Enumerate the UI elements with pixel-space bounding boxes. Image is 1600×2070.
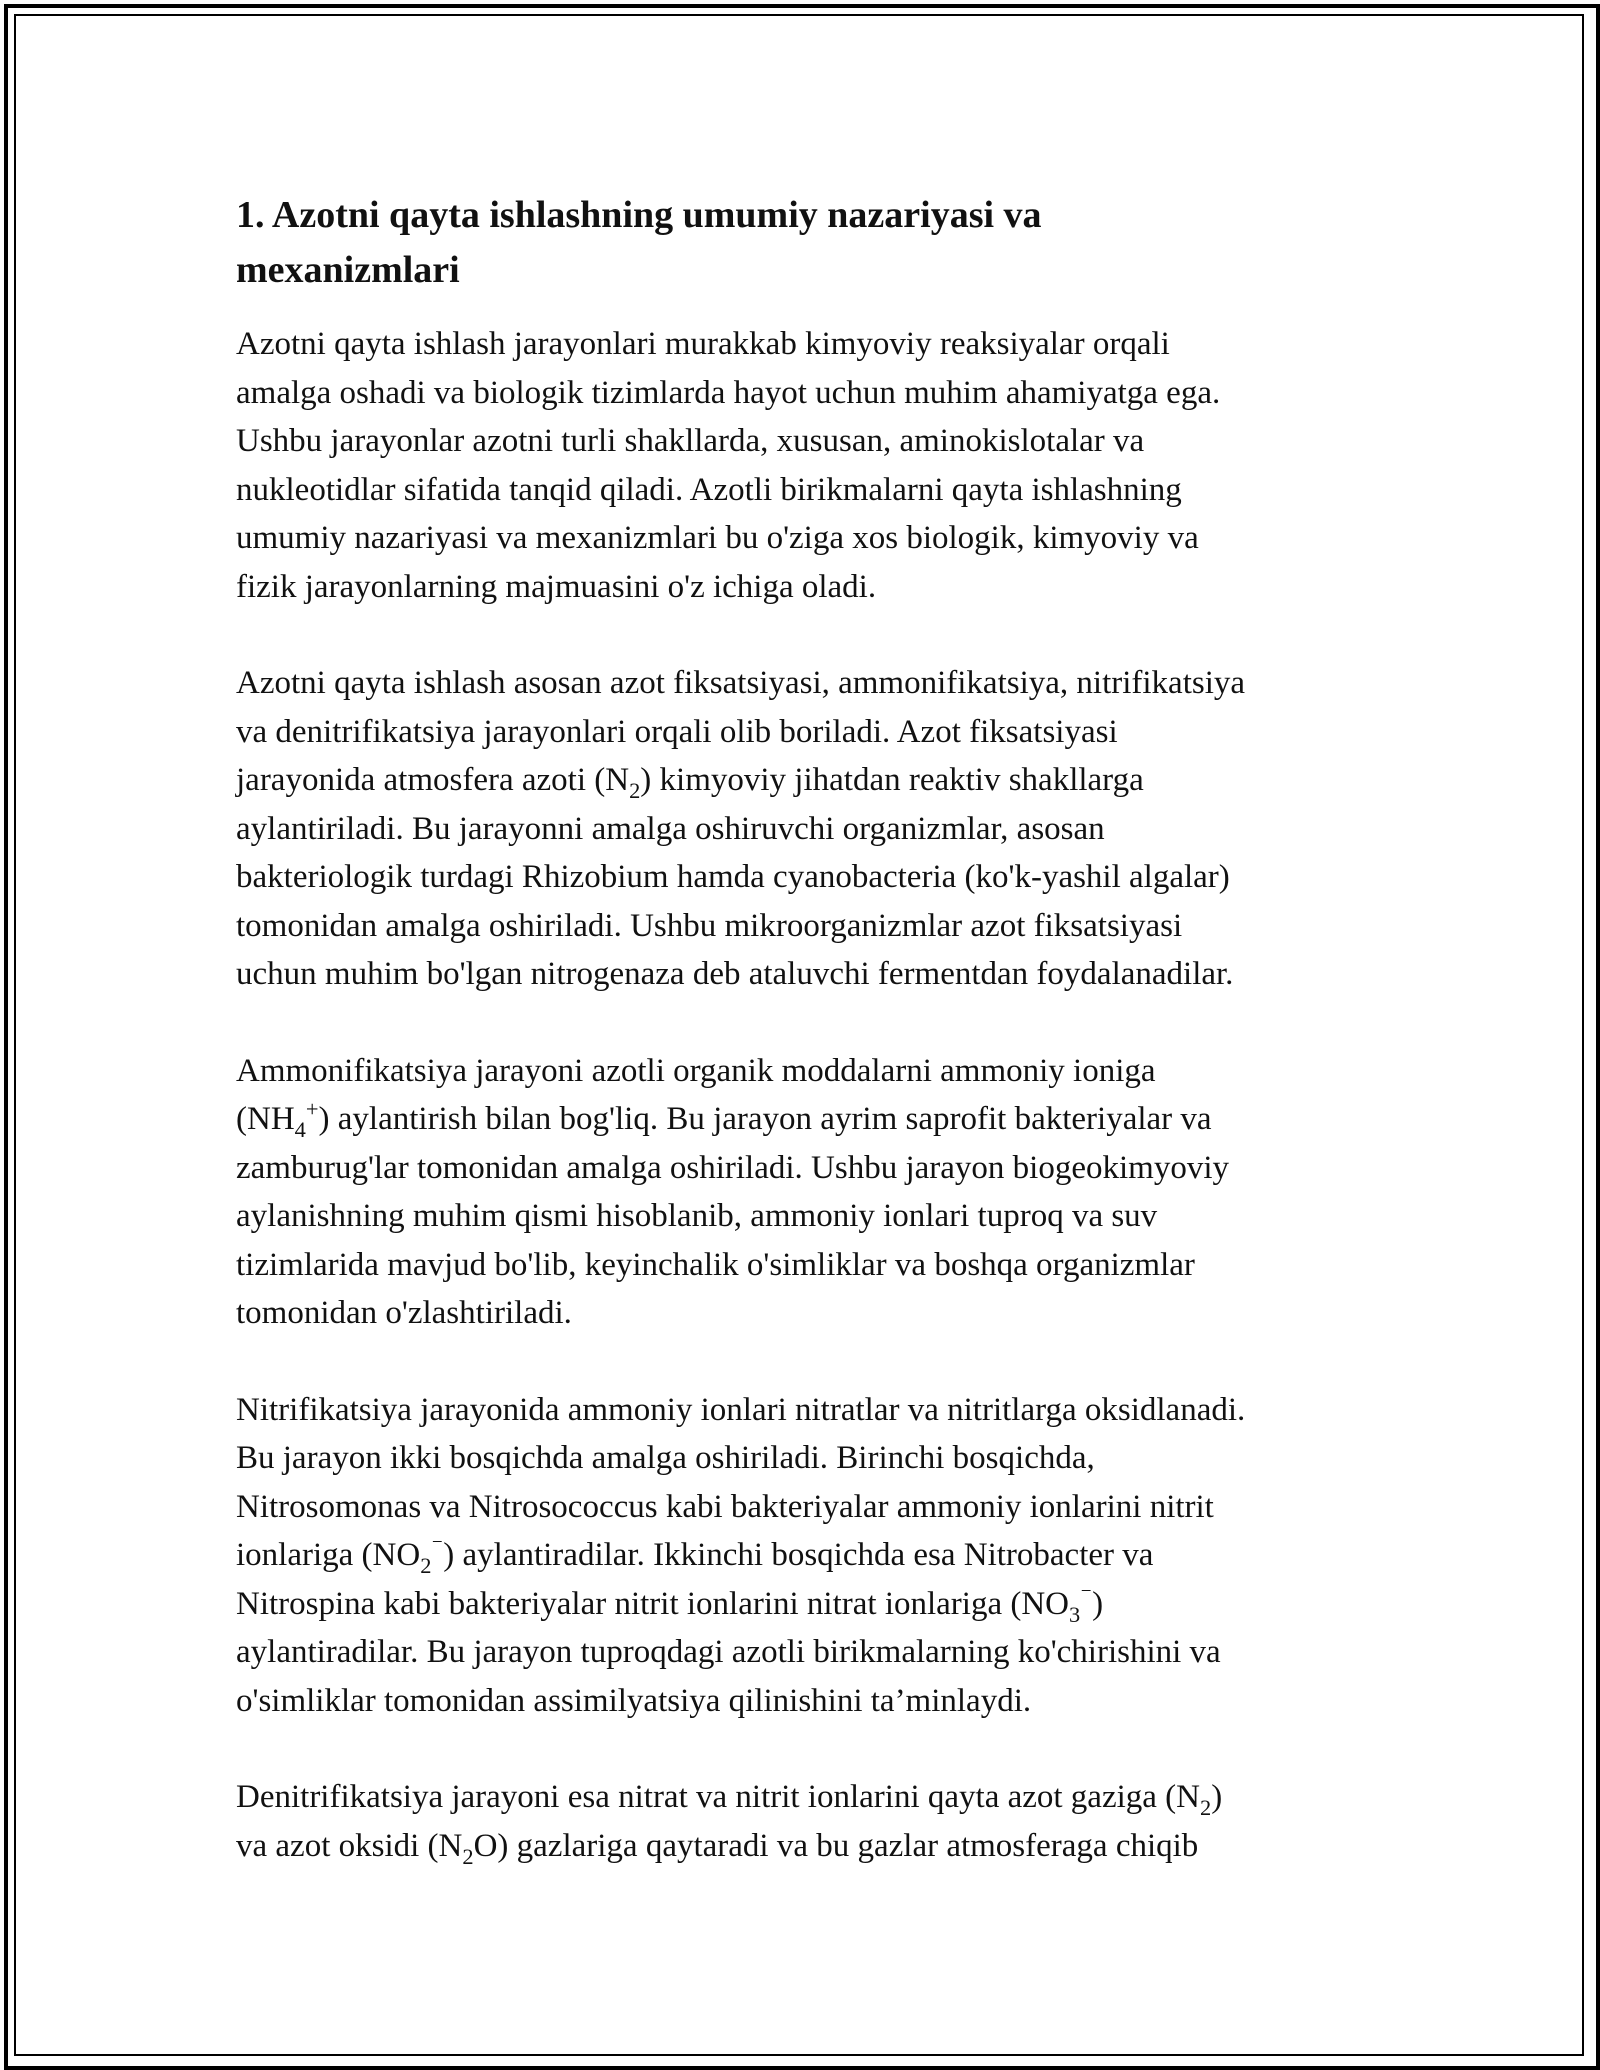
superscript: ⁻: [1080, 1581, 1093, 1607]
heading-line: mexanizmlari: [236, 249, 460, 291]
text-line: amalga oshadi va biologik tizimlarda hayot uchun muhim ahamiyatga ega.: [236, 374, 1221, 411]
text-line: zamburug'lar tomonidan amalga oshiriladi. Ushbu jarayon biogeokimyoviy: [236, 1149, 1229, 1186]
text-line: aylantiradilar. Bu jarayon tuproqdagi azotli birikmalarning ko'chirishini va: [236, 1634, 1221, 1670]
superscript: ⁻: [431, 1532, 444, 1558]
text-line: Bu jarayon ikki bosqichda amalga oshiriladi. Birinchi bosqichda,: [236, 1440, 1095, 1476]
subscript: 2: [629, 777, 641, 803]
text-fragment: O) gazlariga qaytaradi va bu gazlar atmosferaga chiqib: [473, 1827, 1199, 1864]
section-heading: [236, 188, 1366, 298]
paragraph-2: [236, 659, 1366, 999]
text-fragment: jarayonida atmosfera azoti (N: [236, 762, 630, 798]
subscript: 2: [462, 1843, 474, 1869]
text-fragment: ) aylantiradilar. Ikkinchi bosqichda esa Nitrobacter va: [443, 1537, 1154, 1573]
text-line: Ammonifikatsiya jarayoni azotli organik moddalarni ammoniy ioniga: [236, 1052, 1156, 1089]
subscript: 2: [1199, 1794, 1212, 1820]
text-line: Nitrosomonas va Nitrosococcus kabi bakteriyalar ammoniy ionlarini nitrit: [236, 1488, 1214, 1525]
text-fragment: ) aylantirish bilan bog'liq. Bu jarayon ayrim saprofit bakteriyalar va: [318, 1101, 1212, 1137]
paragraph-5: [236, 1773, 1366, 1870]
text-line: nukleotidlar sifatida tanqid qiladi. Azotli birikmalarni qayta ishlashning: [236, 471, 1182, 508]
subscript: 2: [420, 1552, 432, 1578]
heading-line: 1. Azotni qayta ishlashning umumiy nazariyasi va: [236, 194, 1042, 236]
document-body: [236, 188, 1366, 1918]
text-line: aylantiriladi. Bu jarayonni amalga oshiruvchi organizmlar, asosan: [236, 810, 1105, 847]
text-line: Ushbu jarayonlar azotni turli shakllarda, xususan, aminokislotalar va: [236, 423, 1145, 459]
paragraph-3: [236, 1047, 1366, 1338]
text-line: [236, 756, 1366, 805]
text-line: tizimlarida mavjud bo'lib, keyinchalik o'simliklar va boshqa organizmlar: [236, 1246, 1195, 1283]
text-line: uchun muhim bo'lgan nitrogenaza deb ataluvchi fermentdan foydalanadilar.: [236, 956, 1234, 992]
text-line: tomonidan o'zlashtiriladi.: [236, 1295, 572, 1331]
text-line: o'simliklar tomonidan assimilyatsiya qilinishini ta’minlaydi.: [236, 1682, 1032, 1719]
text-line: [236, 1822, 1366, 1871]
text-line: Nitrifikatsiya jarayonida ammoniy ionlari nitratlar va nitritlarga oksidlanadi.: [236, 1391, 1246, 1428]
text-fragment: (NH: [236, 1101, 295, 1137]
text-fragment: ionlariga (NO: [236, 1537, 421, 1573]
text-line: [236, 1095, 1366, 1144]
text-line: Azotni qayta ishlash asosan azot fiksatsiyasi, ammonifikatsiya, nitrifikatsiya: [236, 665, 1246, 701]
text-fragment: ): [1092, 1585, 1104, 1622]
paragraph-4: [236, 1386, 1366, 1726]
text-line: [236, 1773, 1366, 1822]
text-fragment: va azot oksidi (N: [236, 1827, 463, 1864]
text-line: [236, 1531, 1366, 1580]
paragraph-1: [236, 320, 1366, 611]
text-fragment: ) kimyoviy jihatdan reaktiv shakllarga: [640, 762, 1144, 798]
subscript: 4: [294, 1116, 306, 1142]
text-line: bakteriologik turdagi Rhizobium hamda cyanobacteria (ko'k-yashil algalar): [236, 859, 1230, 895]
text-fragment: Denitrifikatsiya jarayoni esa nitrat va nitrit ionlarini qayta azot gaziga (N: [236, 1779, 1200, 1815]
text-line: tomonidan amalga oshiriladi. Ushbu mikroorganizmlar azot fiksatsiyasi: [236, 907, 1183, 944]
text-line: Azotni qayta ishlash jarayonlari murakkab kimyoviy reaksiyalar orqali: [236, 326, 1170, 362]
subscript: 3: [1069, 1601, 1081, 1627]
text-line: umumiy nazariyasi va mexanizmlari bu o'ziga xos biologik, kimyoviy va: [236, 520, 1199, 556]
text-line: aylanishning muhim qismi hisoblanib, ammoniy ionlari tuproq va suv: [236, 1198, 1158, 1234]
superscript: +: [305, 1096, 319, 1122]
text-line: [236, 1580, 1366, 1629]
text-fragment: Nitrospina kabi bakteriyalar nitrit ionlarini nitrat ionlariga (NO: [236, 1585, 1070, 1622]
text-line: va denitrifikatsiya jarayonlari orqali olib boriladi. Azot fiksatsiyasi: [236, 713, 1118, 750]
text-fragment: ): [1211, 1779, 1223, 1815]
text-line: fizik jarayonlarning majmuasini o'z ichiga oladi.: [236, 568, 877, 605]
